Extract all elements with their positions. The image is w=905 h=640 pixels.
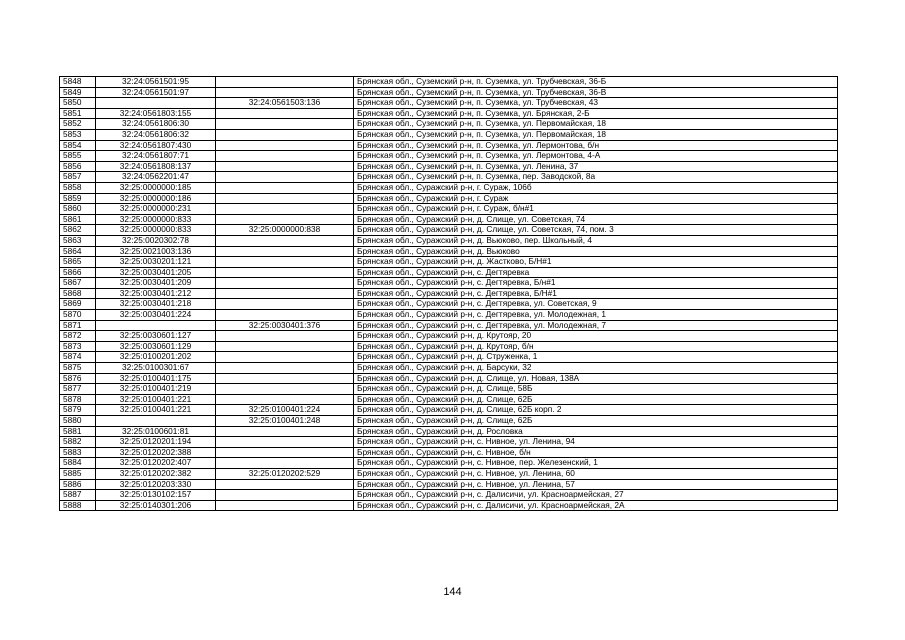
cadastral-number-cell: 32:24:0561807:71 [96, 151, 216, 162]
related-cadastral-number-cell [216, 426, 354, 437]
address-cell: Брянская обл., Суражский р-н, д. Крутояр, б/н [354, 341, 838, 352]
row-number-cell: 5853 [60, 129, 96, 140]
related-cadastral-number-cell: 32:25:0100401:248 [216, 416, 354, 427]
cadastral-number-cell: 32:25:0000000:833 [96, 214, 216, 225]
cadastral-number-cell: 32:25:0100301:67 [96, 363, 216, 374]
related-cadastral-number-cell [216, 77, 354, 88]
row-number-cell: 5852 [60, 119, 96, 130]
related-cadastral-number-cell [216, 129, 354, 140]
related-cadastral-number-cell [216, 310, 354, 321]
cadastral-number-cell: 32:25:0020302:78 [96, 235, 216, 246]
related-cadastral-number-cell [216, 500, 354, 511]
related-cadastral-number-cell [216, 182, 354, 193]
cadastral-number-cell: 32:24:0562201:47 [96, 172, 216, 183]
row-number-cell: 5870 [60, 310, 96, 321]
row-number-cell: 5849 [60, 87, 96, 98]
cadastral-number-cell: 32:24:0561803:155 [96, 108, 216, 119]
address-cell: Брянская обл., Суземский р-н, п. Суземка, ул. Лермонтова, б/н [354, 140, 838, 151]
related-cadastral-number-cell: 32:25:0120202:529 [216, 468, 354, 479]
row-number-cell: 5876 [60, 373, 96, 384]
address-cell: Брянская обл., Суземский р-н, п. Суземка, ул. Первомайская, 18 [354, 129, 838, 140]
row-number-cell: 5872 [60, 331, 96, 342]
cadastral-number-cell: 32:25:0030401:209 [96, 278, 216, 289]
table-row [60, 479, 838, 490]
address-cell: Брянская обл., Суражский р-н, д. Крутояр, 20 [354, 331, 838, 342]
table-row [60, 257, 838, 268]
registry-table-body [60, 77, 838, 511]
table-row [60, 288, 838, 299]
related-cadastral-number-cell [216, 108, 354, 119]
related-cadastral-number-cell: 32:24:0561503:136 [216, 98, 354, 109]
related-cadastral-number-cell [216, 267, 354, 278]
address-cell: Брянская обл., Суражский р-н, с. Дегтяревка, ул. Советская, 9 [354, 299, 838, 310]
address-cell: Брянская обл., Суземский р-н, п. Суземка, ул. Лермонтова, 4-А [354, 151, 838, 162]
related-cadastral-number-cell: 32:25:0000000:838 [216, 225, 354, 236]
row-number-cell: 5877 [60, 384, 96, 395]
row-number-cell: 5861 [60, 214, 96, 225]
address-cell: Брянская обл., Суражский р-н, д. Слище, 62Б корп. 2 [354, 405, 838, 416]
related-cadastral-number-cell: 32:25:0100401:224 [216, 405, 354, 416]
row-number-cell: 5866 [60, 267, 96, 278]
related-cadastral-number-cell [216, 341, 354, 352]
cadastral-number-cell: 32:25:0030401:224 [96, 310, 216, 321]
address-cell: Брянская обл., Суражский р-н, с. Нивное, ул. Ленина, 94 [354, 437, 838, 448]
table-row [60, 426, 838, 437]
cadastral-number-cell: 32:25:0000000:186 [96, 193, 216, 204]
row-number-cell: 5858 [60, 182, 96, 193]
address-cell: Брянская обл., Суражский р-н, с. Нивное, ул. Ленина, 57 [354, 479, 838, 490]
table-row [60, 341, 838, 352]
table-row [60, 119, 838, 130]
address-cell: Брянская обл., Суражский р-н, д. Вьюково, пер. Школьный, 4 [354, 235, 838, 246]
related-cadastral-number-cell [216, 119, 354, 130]
row-number-cell: 5862 [60, 225, 96, 236]
cadastral-number-cell: 32:24:0561501:97 [96, 87, 216, 98]
related-cadastral-number-cell [216, 288, 354, 299]
address-cell: Брянская обл., Суражский р-н, с. Дегтяревка [354, 267, 838, 278]
table-row [60, 225, 838, 236]
row-number-cell: 5856 [60, 161, 96, 172]
cadastral-number-cell: 32:25:0000000:833 [96, 225, 216, 236]
address-cell: Брянская обл., Суражский р-н, д. Барсуки, 32 [354, 363, 838, 374]
table-row [60, 204, 838, 215]
address-cell: Брянская обл., Суражский р-н, д. Рословка [354, 426, 838, 437]
table-row [60, 87, 838, 98]
cadastral-number-cell: 32:25:0030201:121 [96, 257, 216, 268]
table-row [60, 278, 838, 289]
table-row [60, 384, 838, 395]
related-cadastral-number-cell [216, 246, 354, 257]
address-cell: Брянская обл., Суземский р-н, п. Суземка, ул. Трубчевская, 36-Б [354, 77, 838, 88]
related-cadastral-number-cell [216, 235, 354, 246]
related-cadastral-number-cell [216, 172, 354, 183]
related-cadastral-number-cell [216, 373, 354, 384]
row-number-cell: 5879 [60, 405, 96, 416]
table-row [60, 352, 838, 363]
table-row [60, 299, 838, 310]
cadastral-number-cell: 32:25:0100601:81 [96, 426, 216, 437]
address-cell: Брянская обл., Суражский р-н, с. Дегтяревка, ул. Молодежная, 7 [354, 320, 838, 331]
cadastral-number-cell: 32:25:0130102:157 [96, 490, 216, 501]
address-cell: Брянская обл., Суземский р-н, п. Суземка, ул. Трубчевская, 43 [354, 98, 838, 109]
address-cell: Брянская обл., Суземский р-н, п. Суземка, ул. Ленина, 37 [354, 161, 838, 172]
address-cell: Брянская обл., Суражский р-н, д. Слище, ул. Новая, 138А [354, 373, 838, 384]
cadastral-number-cell [96, 320, 216, 331]
table-row [60, 373, 838, 384]
cadastral-number-cell: 32:25:0120202:382 [96, 468, 216, 479]
related-cadastral-number-cell [216, 437, 354, 448]
table-row [60, 267, 838, 278]
row-number-cell: 5874 [60, 352, 96, 363]
table-row [60, 77, 838, 88]
address-cell: Брянская обл., Суражский р-н, д. Слище, 62Б [354, 394, 838, 405]
cadastral-number-cell: 32:25:0120202:388 [96, 447, 216, 458]
table-row [60, 416, 838, 427]
cadastral-number-cell: 32:25:0100401:175 [96, 373, 216, 384]
related-cadastral-number-cell [216, 257, 354, 268]
row-number-cell: 5860 [60, 204, 96, 215]
table-row [60, 500, 838, 511]
page-number: 144 [443, 586, 462, 598]
address-cell: Брянская обл., Суражский р-н, д. Вьюково [354, 246, 838, 257]
table-row [60, 193, 838, 204]
cadastral-number-cell: 32:25:0030401:205 [96, 267, 216, 278]
related-cadastral-number-cell [216, 363, 354, 374]
row-number-cell: 5854 [60, 140, 96, 151]
related-cadastral-number-cell [216, 394, 354, 405]
cadastral-number-cell [96, 416, 216, 427]
row-number-cell: 5865 [60, 257, 96, 268]
row-number-cell: 5859 [60, 193, 96, 204]
address-cell: Брянская обл., Суражский р-н, с. Дегтяревка, Б/Н#1 [354, 288, 838, 299]
table-row [60, 161, 838, 172]
row-number-cell: 5850 [60, 98, 96, 109]
table-row [60, 182, 838, 193]
row-number-cell: 5888 [60, 500, 96, 511]
table-row [60, 172, 838, 183]
table-row [60, 394, 838, 405]
address-cell: Брянская обл., Суземский р-н, п. Суземка, ул. Первомайская, 18 [354, 119, 838, 130]
cadastral-number-cell: 32:25:0120201:194 [96, 437, 216, 448]
table-row [60, 490, 838, 501]
registry-table [59, 76, 838, 511]
cadastral-number-cell: 32:25:0140301:206 [96, 500, 216, 511]
cadastral-number-cell: 32:25:0030601:127 [96, 331, 216, 342]
related-cadastral-number-cell [216, 299, 354, 310]
address-cell: Брянская обл., Суражский р-н, с. Дегтяревка, Б/н#1 [354, 278, 838, 289]
cadastral-number-cell: 32:25:0000000:231 [96, 204, 216, 215]
address-cell: Брянская обл., Суражский р-н, д. Слище, 58Б [354, 384, 838, 395]
table-row [60, 447, 838, 458]
row-number-cell: 5848 [60, 77, 96, 88]
related-cadastral-number-cell [216, 384, 354, 395]
row-number-cell: 5881 [60, 426, 96, 437]
table-row [60, 129, 838, 140]
row-number-cell: 5884 [60, 458, 96, 469]
address-cell: Брянская обл., Суражский р-н, с. Дегтяревка, ул. Молодежная, 1 [354, 310, 838, 321]
address-cell: Брянская обл., Суражский р-н, г. Сураж, 106б [354, 182, 838, 193]
table-row [60, 468, 838, 479]
table-row [60, 437, 838, 448]
row-number-cell: 5882 [60, 437, 96, 448]
table-row [60, 108, 838, 119]
cadastral-number-cell: 32:25:0100401:219 [96, 384, 216, 395]
address-cell: Брянская обл., Суражский р-н, д. Струженка, 1 [354, 352, 838, 363]
related-cadastral-number-cell [216, 479, 354, 490]
address-cell: Брянская обл., Суражский р-н, с. Нивное, пер. Железенский, 1 [354, 458, 838, 469]
cadastral-number-cell: 32:24:0561808:137 [96, 161, 216, 172]
related-cadastral-number-cell [216, 204, 354, 215]
table-row [60, 331, 838, 342]
cadastral-number-cell: 32:25:0120203:330 [96, 479, 216, 490]
table-row [60, 310, 838, 321]
row-number-cell: 5868 [60, 288, 96, 299]
row-number-cell: 5873 [60, 341, 96, 352]
row-number-cell: 5857 [60, 172, 96, 183]
row-number-cell: 5880 [60, 416, 96, 427]
address-cell: Брянская обл., Суражский р-н, с. Нивное, ул. Ленина, 60 [354, 468, 838, 479]
row-number-cell: 5869 [60, 299, 96, 310]
table-row [60, 151, 838, 162]
table-row [60, 246, 838, 257]
cadastral-number-cell [96, 98, 216, 109]
table-row [60, 320, 838, 331]
address-cell: Брянская обл., Суражский р-н, г. Сураж [354, 193, 838, 204]
row-number-cell: 5883 [60, 447, 96, 458]
table-row [60, 235, 838, 246]
table-row [60, 214, 838, 225]
table-row [60, 458, 838, 469]
related-cadastral-number-cell: 32:25:0030401:376 [216, 320, 354, 331]
cadastral-number-cell: 32:24:0561807:430 [96, 140, 216, 151]
cadastral-number-cell: 32:25:0021003:136 [96, 246, 216, 257]
related-cadastral-number-cell [216, 447, 354, 458]
related-cadastral-number-cell [216, 193, 354, 204]
address-cell: Брянская обл., Суражский р-н, д. Жастково, Б/Н#1 [354, 257, 838, 268]
row-number-cell: 5855 [60, 151, 96, 162]
cadastral-number-cell: 32:25:0100401:221 [96, 394, 216, 405]
row-number-cell: 5851 [60, 108, 96, 119]
address-cell: Брянская обл., Суражский р-н, с. Нивное, б/н [354, 447, 838, 458]
address-cell: Брянская обл., Суражский р-н, д. Слище, ул. Советская, 74 [354, 214, 838, 225]
row-number-cell: 5875 [60, 363, 96, 374]
address-cell: Брянская обл., Суземский р-н, п. Суземка, ул. Брянская, 2-Б [354, 108, 838, 119]
cadastral-number-cell: 32:25:0100201:202 [96, 352, 216, 363]
table-row [60, 405, 838, 416]
table-row [60, 140, 838, 151]
cadastral-number-cell: 32:25:0030401:218 [96, 299, 216, 310]
cadastral-number-cell: 32:24:0561806:30 [96, 119, 216, 130]
related-cadastral-number-cell [216, 278, 354, 289]
row-number-cell: 5864 [60, 246, 96, 257]
table-row [60, 363, 838, 374]
related-cadastral-number-cell [216, 151, 354, 162]
cadastral-number-cell: 32:24:0561501:95 [96, 77, 216, 88]
row-number-cell: 5887 [60, 490, 96, 501]
cadastral-number-cell: 32:25:0100401:221 [96, 405, 216, 416]
cadastral-number-cell: 32:25:0030601:129 [96, 341, 216, 352]
row-number-cell: 5878 [60, 394, 96, 405]
table-row [60, 98, 838, 109]
related-cadastral-number-cell [216, 352, 354, 363]
address-cell: Брянская обл., Суражский р-н, д. Слище, 62Б [354, 416, 838, 427]
cadastral-number-cell: 32:25:0030401:212 [96, 288, 216, 299]
related-cadastral-number-cell [216, 458, 354, 469]
address-cell: Брянская обл., Суражский р-н, с. Далисичи, ул. Красноармейская, 27 [354, 490, 838, 501]
row-number-cell: 5871 [60, 320, 96, 331]
address-cell: Брянская обл., Суражский р-н, с. Далисичи, ул. Красноармейская, 2А [354, 500, 838, 511]
related-cadastral-number-cell [216, 490, 354, 501]
cadastral-number-cell: 32:25:0120202:407 [96, 458, 216, 469]
related-cadastral-number-cell [216, 87, 354, 98]
row-number-cell: 5885 [60, 468, 96, 479]
cadastral-number-cell: 32:25:0000000:185 [96, 182, 216, 193]
address-cell: Брянская обл., Суземский р-н, п. Суземка, пер. Заводской, 8а [354, 172, 838, 183]
address-cell: Брянская обл., Суражский р-н, г. Сураж, б/н#1 [354, 204, 838, 215]
related-cadastral-number-cell [216, 140, 354, 151]
cadastral-number-cell: 32:24:0561806:32 [96, 129, 216, 140]
row-number-cell: 5886 [60, 479, 96, 490]
row-number-cell: 5863 [60, 235, 96, 246]
address-cell: Брянская обл., Суражский р-н, д. Слище, ул. Советская, 74, пом. 3 [354, 225, 838, 236]
row-number-cell: 5867 [60, 278, 96, 289]
related-cadastral-number-cell [216, 331, 354, 342]
address-cell: Брянская обл., Суземский р-н, п. Суземка, ул. Трубчевская, 36-В [354, 87, 838, 98]
related-cadastral-number-cell [216, 214, 354, 225]
related-cadastral-number-cell [216, 161, 354, 172]
